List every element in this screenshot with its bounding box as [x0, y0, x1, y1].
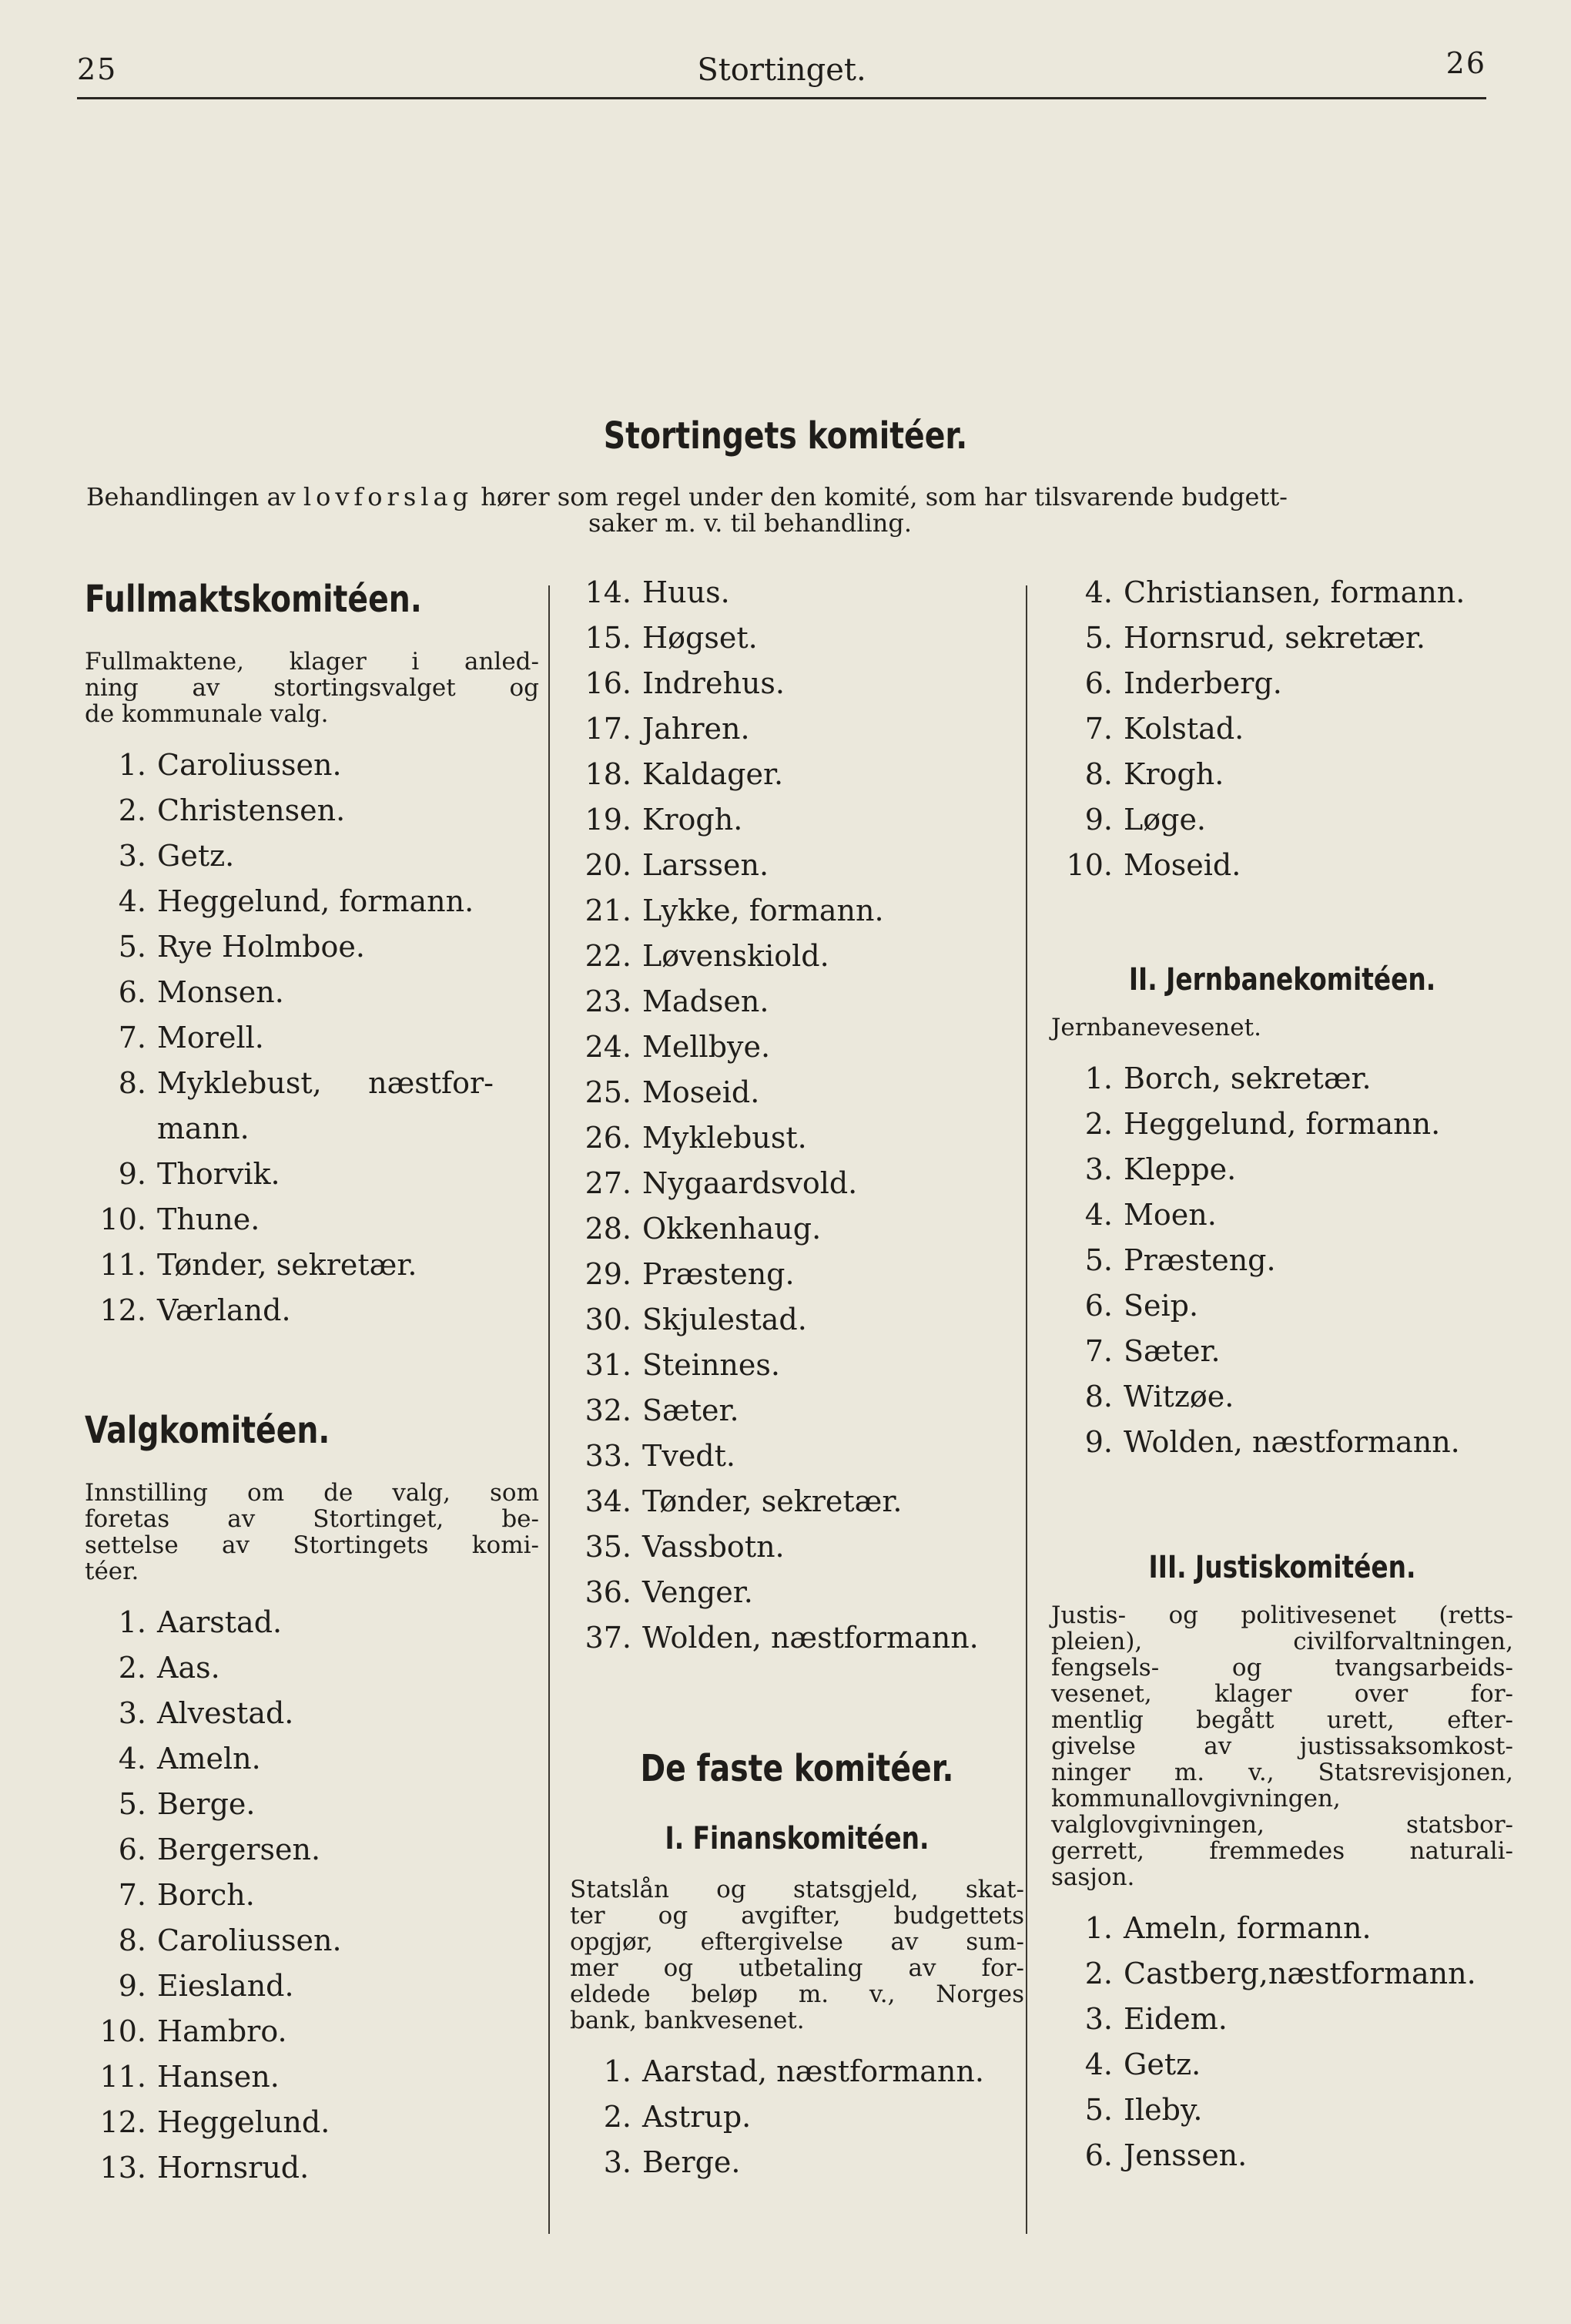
member-name: Tønder, sekretær.: [642, 1484, 903, 1518]
member-number: 8.: [118, 1923, 146, 1957]
member-number: 11.: [99, 1248, 146, 1282]
member-number: 34.: [585, 1484, 631, 1518]
member-name: Getz.: [157, 839, 235, 873]
member-item: [570, 570, 1024, 615]
description-line: foretas av Stortinget, be-: [85, 1505, 539, 1533]
member-number: 5.: [118, 1787, 146, 1821]
member-number: 8.: [1084, 1380, 1113, 1414]
member-item: [85, 1918, 539, 1963]
member-item: [1051, 1374, 1513, 1420]
member-number: 37.: [585, 1621, 631, 1655]
member-number: 4.: [118, 1742, 146, 1776]
member-item: [1051, 1056, 1513, 1102]
member-number: 10.: [1066, 848, 1113, 882]
member-number: 2.: [1084, 1957, 1113, 1990]
description-line: ninger m. v., Statsrevisjonen,: [1051, 1759, 1513, 1786]
member-item: [570, 1615, 1024, 1661]
member-number: 9.: [118, 1157, 146, 1191]
member-name: Alvestad.: [157, 1696, 294, 1730]
member-item: [1051, 2133, 1513, 2178]
member-name: Løge.: [1124, 803, 1207, 837]
member-item: [570, 752, 1024, 797]
member-number: 4.: [1084, 2047, 1113, 2081]
member-item: [570, 1343, 1024, 1388]
member-item: [1051, 1997, 1513, 2042]
member-number: 5.: [118, 930, 146, 964]
member-name: Tønder, sekretær.: [157, 1248, 417, 1282]
member-name: Kaldager.: [642, 757, 784, 791]
member-number: 9.: [1084, 803, 1113, 837]
member-number: 6.: [1084, 1289, 1113, 1323]
member-name: Aarstad, næstformann.: [642, 2054, 984, 2088]
member-item: [1051, 1420, 1513, 1465]
member-name: Moen.: [1124, 1198, 1217, 1232]
member-name: Hornsrud.: [157, 2151, 310, 2185]
description-line: Innstilling om de valg, som: [85, 1479, 539, 1507]
member-number: 5.: [1084, 1243, 1113, 1277]
member-name: Moseid.: [642, 1075, 760, 1109]
member-item: [85, 1242, 539, 1288]
section-title-justis: III. Justiskomitéen.: [1148, 1550, 1416, 1585]
description-line: fengsels- og tvangsarbeids-: [1051, 1654, 1513, 1682]
member-item: [85, 1015, 539, 1061]
section-title-jernbane: II. Jernbanekomitéen.: [1128, 962, 1436, 998]
member-number: 2.: [1084, 1107, 1113, 1141]
description-line: téer.: [85, 1558, 139, 1585]
description-line: mentlig begått urett, efter-: [1051, 1706, 1513, 1734]
member-item: [85, 833, 539, 879]
member-item: [570, 888, 1024, 934]
valg-members: [85, 1600, 539, 2191]
member-number: 8.: [118, 1066, 146, 1100]
member-item: [1051, 1329, 1513, 1374]
member-name: Skjulestad.: [642, 1303, 807, 1336]
member-item: [85, 1106, 539, 1152]
member-number: 6.: [118, 1833, 146, 1866]
description-line: sasjon.: [1051, 1863, 1135, 1891]
member-item: [1051, 752, 1513, 797]
member-item: [1051, 1102, 1513, 1147]
member-number: 30.: [585, 1303, 631, 1336]
member-item: [570, 1161, 1024, 1206]
member-number: 2.: [118, 1651, 146, 1685]
member-number: 1.: [603, 2054, 631, 2088]
member-item: [1051, 661, 1513, 706]
member-name: Præsteng.: [642, 1257, 795, 1291]
member-name: Heggelund, formann.: [157, 884, 474, 918]
member-number: 18.: [585, 757, 631, 791]
member-item: [1051, 797, 1513, 843]
member-name: Getz.: [1124, 2047, 1201, 2081]
member-number: 5.: [1084, 2093, 1113, 2127]
member-name: Hansen.: [157, 2060, 280, 2094]
member-item: [1051, 2042, 1513, 2088]
member-number: 10.: [99, 2014, 146, 2048]
member-item: [1051, 1238, 1513, 1283]
description-line: Fullmaktene, klager i anled-: [85, 648, 539, 676]
member-name: Aas.: [157, 1651, 220, 1685]
member-name: Christiansen, formann.: [1124, 575, 1465, 609]
member-number: 2.: [603, 2100, 631, 2134]
member-name: Præsteng.: [1124, 1243, 1276, 1277]
member-number: 20.: [585, 848, 631, 882]
intro-part2: hører som regel under den komité, som har tilsvarende budgett-: [481, 482, 1288, 511]
member-name: Nygaardsvold.: [642, 1166, 858, 1200]
member-number: 16.: [585, 666, 631, 700]
description-line: gerrett, fremmedes naturali-: [1051, 1837, 1513, 1865]
page-header: [77, 46, 1486, 100]
member-name: Sæter.: [1124, 1334, 1221, 1368]
member-item: [85, 788, 539, 833]
member-name: Jahren.: [642, 712, 750, 746]
member-number: 3.: [1084, 2002, 1113, 2036]
member-item: [1051, 1192, 1513, 1238]
member-number: 6.: [1084, 666, 1113, 700]
member-number: 11.: [99, 2060, 146, 2094]
description-line: settelse av Stortingets komi-: [85, 1531, 539, 1559]
member-name: Lykke, formann.: [642, 894, 884, 927]
description-line: pleien), civilforvaltningen,: [1051, 1628, 1513, 1655]
member-number: 35.: [585, 1530, 631, 1564]
intro-part1: Behandlingen av: [86, 482, 296, 511]
member-number: 32.: [585, 1393, 631, 1427]
member-item: [570, 2094, 1024, 2140]
member-name: Mellbye.: [642, 1030, 771, 1064]
member-item: [1051, 843, 1513, 888]
member-name: Okkenhaug.: [642, 1212, 822, 1246]
description-line: valglovgivningen, statsbor-: [1051, 1811, 1513, 1839]
description-line: Statslån og statsgjeld, skat-: [570, 1876, 1024, 1903]
member-item: [85, 1736, 539, 1782]
description-line: vesenet, klager over for-: [1051, 1680, 1513, 1708]
member-item: [85, 1827, 539, 1873]
valg-description: [85, 1480, 539, 1585]
description-line: ter og avgifter, budgettets: [570, 1902, 1024, 1930]
member-item: [570, 843, 1024, 888]
member-number: 7.: [1084, 712, 1113, 746]
member-number: 4.: [1084, 1198, 1113, 1232]
member-name: Caroliussen.: [157, 748, 342, 782]
running-head: Stortinget.: [697, 52, 866, 88]
member-item: [85, 2100, 539, 2145]
member-name: Berge.: [642, 2145, 741, 2179]
member-name: Witzøe.: [1124, 1380, 1234, 1414]
member-number: 28.: [585, 1212, 631, 1246]
member-number: 1.: [1084, 1061, 1113, 1095]
member-item: [570, 979, 1024, 1025]
member-number: 36.: [585, 1575, 631, 1609]
section-title-faste: De faste komitéer.: [640, 1747, 954, 1790]
right-page-number: 26: [1445, 46, 1486, 80]
member-item: [570, 2049, 1024, 2094]
justis-members: [1051, 1906, 1513, 2178]
description-line: Jernbanevesenet.: [1051, 1014, 1261, 1041]
member-name: Høgset.: [642, 621, 758, 655]
member-item: [1051, 706, 1513, 752]
left-page-number: 25: [77, 52, 118, 86]
member-number: 3.: [118, 839, 146, 873]
member-item: [570, 1524, 1024, 1570]
member-number: 29.: [585, 1257, 631, 1291]
description-line: mer og utbetaling av for-: [570, 1954, 1024, 1982]
member-number: 14.: [585, 575, 631, 609]
member-item: [570, 1434, 1024, 1479]
member-item: [85, 1152, 539, 1197]
member-number: 15.: [585, 621, 631, 655]
member-name: Larssen.: [642, 848, 769, 882]
member-name: Hornsrud, sekretær.: [1124, 621, 1426, 655]
member-name: Astrup.: [642, 2100, 752, 2134]
member-item: [85, 1645, 539, 1691]
fullmakt-members: [85, 743, 539, 1333]
member-item: [570, 706, 1024, 752]
member-name: Hambro.: [157, 2014, 287, 2048]
section-title-fullmakt: Fullmaktskomitéen.: [85, 578, 422, 621]
member-number: 1.: [1084, 1911, 1113, 1945]
fullmakt-description: [85, 649, 539, 727]
member-item: [570, 1252, 1024, 1297]
member-name: Ameln, formann.: [1124, 1911, 1372, 1945]
member-item: [570, 2140, 1024, 2185]
member-number: 6.: [118, 975, 146, 1009]
member-name: Rye Holmboe.: [157, 930, 365, 964]
member-number: 8.: [1084, 757, 1113, 791]
member-number: 10.: [99, 1202, 146, 1236]
intro-line2: saker m. v. til behandling.: [588, 508, 913, 538]
member-item: [85, 1600, 539, 1645]
member-item: [85, 970, 539, 1015]
member-item: [570, 1570, 1024, 1615]
header-rule: [77, 97, 1486, 99]
page-title: Stortingets komitéer.: [603, 414, 968, 458]
member-number: 12.: [99, 2105, 146, 2139]
member-name: Inderberg.: [1124, 666, 1282, 700]
member-number: 25.: [585, 1075, 631, 1109]
member-name: Sæter.: [642, 1393, 739, 1427]
description-line: kommunallovgivningen,: [1051, 1785, 1341, 1813]
description-line: eldede beløp m. v., Norges: [570, 1980, 1024, 2008]
member-number: 27.: [585, 1166, 631, 1200]
member-name: Seip.: [1124, 1289, 1199, 1323]
finans-description: [570, 1876, 1024, 2034]
member-item: [85, 1061, 539, 1106]
member-item: [570, 1070, 1024, 1115]
jernbane-description: [1051, 1014, 1513, 1041]
member-item: [85, 2009, 539, 2054]
member-item: [85, 1691, 539, 1736]
member-name: Jenssen.: [1124, 2138, 1248, 2172]
column-right: [1051, 570, 1513, 2178]
member-name: Heggelund.: [157, 2105, 330, 2139]
member-number: 3.: [118, 1696, 146, 1730]
member-name: Aarstad.: [157, 1605, 283, 1639]
justis-description: [1051, 1602, 1513, 1890]
column-left: [85, 570, 539, 2191]
member-number: 19.: [585, 803, 631, 837]
member-number: 33.: [585, 1439, 631, 1473]
member-number: 13.: [99, 2151, 146, 2185]
member-item: [570, 615, 1024, 661]
member-item: [1051, 2088, 1513, 2133]
description-line: Justis- og politivesenet (retts-: [1051, 1601, 1513, 1629]
member-name: Ameln.: [157, 1742, 261, 1776]
intro-paragraph: [86, 484, 1496, 536]
member-name: Krogh.: [1124, 757, 1224, 791]
section-title-finans: I. Finanskomitéen.: [665, 1821, 930, 1856]
member-name: Ileby.: [1124, 2093, 1203, 2127]
description-line: opgjør, eftergivelse av sum-: [570, 1928, 1024, 1956]
member-name: Kolstad.: [1124, 712, 1244, 746]
member-item: [85, 924, 539, 970]
member-item: [85, 743, 539, 788]
member-number: 26.: [585, 1121, 631, 1155]
member-item: [570, 1479, 1024, 1524]
member-item: [570, 1115, 1024, 1161]
member-number: 4.: [118, 884, 146, 918]
member-name: Indrehus.: [642, 666, 785, 700]
member-name: Løvenskiold.: [642, 939, 829, 973]
member-name: Morell.: [157, 1021, 264, 1055]
member-item: [570, 1297, 1024, 1343]
description-line: de kommunale valg.: [85, 700, 329, 728]
description-line: bank, bankvesenet.: [570, 2007, 805, 2034]
description-line: givelse av justissaksomkost-: [1051, 1732, 1513, 1760]
member-number: 17.: [585, 712, 631, 746]
member-number: 9.: [1084, 1425, 1113, 1459]
member-item: [85, 1288, 539, 1333]
member-name: Wolden, næstformann.: [642, 1621, 979, 1655]
member-name: Thune.: [157, 1202, 260, 1236]
member-number: 21.: [585, 894, 631, 927]
member-name: Kleppe.: [1124, 1152, 1237, 1186]
member-number: 4.: [1084, 575, 1113, 609]
section-title-valg: Valgkomitéen.: [85, 1409, 330, 1452]
member-name: Castberg,næstformann.: [1124, 1957, 1476, 1990]
member-name: Myklebust.: [642, 1121, 807, 1155]
member-item: [85, 1197, 539, 1242]
member-name: Madsen.: [642, 984, 769, 1018]
member-name: Thorvik.: [157, 1157, 280, 1191]
jernbane-members: [1051, 1056, 1513, 1465]
member-item: [1051, 1906, 1513, 1951]
member-item: [1051, 615, 1513, 661]
member-name: Huus.: [642, 575, 730, 609]
member-number: 12.: [99, 1293, 146, 1327]
member-name: Værland.: [157, 1293, 291, 1327]
member-item: [1051, 570, 1513, 615]
description-line: ning av stortingsvalget og: [85, 674, 539, 702]
member-item: [570, 1025, 1024, 1070]
member-number: 9.: [118, 1969, 146, 2003]
member-item: [570, 934, 1024, 979]
member-item: [85, 1782, 539, 1827]
intro-emphasis: lovforslag: [303, 482, 474, 511]
member-number: 22.: [585, 939, 631, 973]
member-name: Caroliussen.: [157, 1923, 342, 1957]
column-divider: [548, 585, 550, 2234]
member-number: 24.: [585, 1030, 631, 1064]
member-number: 31.: [585, 1348, 631, 1382]
member-item: [570, 797, 1024, 843]
member-name: Borch.: [157, 1878, 255, 1912]
member-name: Monsen.: [157, 975, 284, 1009]
member-number: 1.: [118, 1605, 146, 1639]
member-item: [1051, 1147, 1513, 1192]
member-number: 2.: [118, 793, 146, 827]
member-number: 3.: [603, 2145, 631, 2179]
column-middle: [570, 570, 1024, 2185]
member-item: [85, 2145, 539, 2191]
member-name: Eiesland.: [157, 1969, 294, 2003]
member-number: 3.: [1084, 1152, 1113, 1186]
member-item: [85, 2054, 539, 2100]
member-item: [570, 1206, 1024, 1252]
finans-members: [570, 2049, 1024, 2185]
member-name: Krogh.: [642, 803, 743, 837]
member-item: [570, 661, 1024, 706]
member-number: 7.: [118, 1021, 146, 1055]
member-number: 23.: [585, 984, 631, 1018]
valg-members-continued: [570, 570, 1024, 1661]
member-number: 5.: [1084, 621, 1113, 655]
member-name: Bergersen.: [157, 1833, 321, 1866]
member-name: Heggelund, formann.: [1124, 1107, 1441, 1141]
member-name: Moseid.: [1124, 848, 1241, 882]
member-item: [85, 879, 539, 924]
finans-members-continued: [1051, 570, 1513, 888]
member-name: Wolden, næstformann.: [1124, 1425, 1460, 1459]
member-name: Steinnes.: [642, 1348, 780, 1382]
member-name: mann.: [157, 1112, 250, 1145]
member-item: [1051, 1283, 1513, 1329]
member-name: Myklebust, næstfor-: [157, 1066, 494, 1100]
member-name: Eidem.: [1124, 2002, 1228, 2036]
member-item: [570, 1388, 1024, 1434]
member-name: Venger.: [642, 1575, 753, 1609]
member-number: 7.: [1084, 1334, 1113, 1368]
member-name: Tvedt.: [642, 1439, 735, 1473]
member-name: Vassbotn.: [642, 1530, 785, 1564]
member-item: [1051, 1951, 1513, 1997]
member-name: Christensen.: [157, 793, 346, 827]
member-number: 7.: [118, 1878, 146, 1912]
member-number: 1.: [118, 748, 146, 782]
column-divider: [1026, 585, 1027, 2234]
member-item: [85, 1873, 539, 1918]
member-item: [85, 1963, 539, 2009]
member-name: Berge.: [157, 1787, 256, 1821]
member-number: 6.: [1084, 2138, 1113, 2172]
member-name: Borch, sekretær.: [1124, 1061, 1372, 1095]
